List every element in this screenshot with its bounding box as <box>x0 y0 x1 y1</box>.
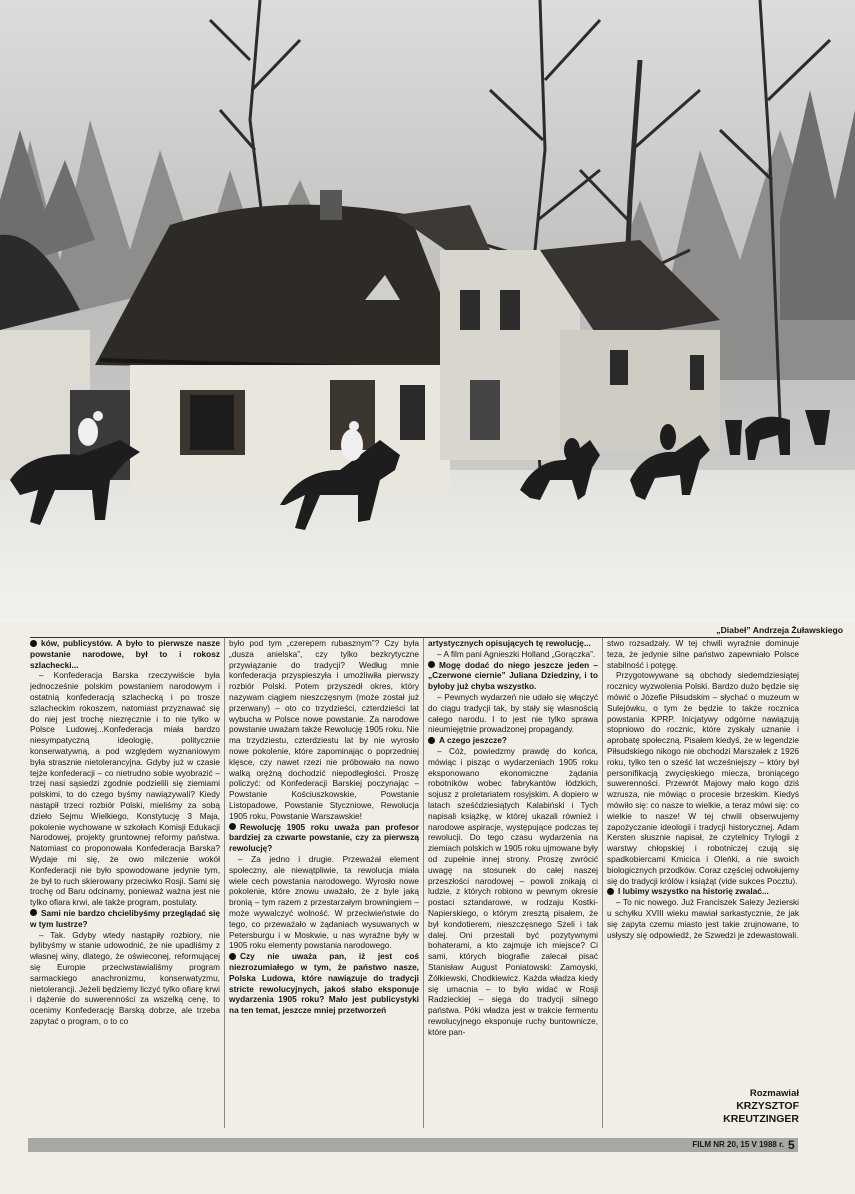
paragraph-text: – A film pani Agnieszki Holland „Gorączka”. <box>437 648 596 659</box>
column-rule <box>423 638 424 1128</box>
paragraph-text: Rewolucję 1905 roku uważa pan profesor bardziej za czwarte powstanie, czy za pierwszą rewolucję? <box>229 821 419 854</box>
interview-question <box>229 951 419 1016</box>
interview-question <box>30 908 220 930</box>
answer-paragraph <box>428 692 598 735</box>
paragraph-text: artystycznych opisujących tę rewolucję... <box>428 638 591 648</box>
bullet-icon <box>229 823 236 830</box>
paragraph-text: I lubimy wszystko na historię zwalać... <box>618 886 769 897</box>
paragraph-text: A czego jeszcze? <box>439 735 507 746</box>
paragraph-text: – Konfederacja Barska rzeczywiście była jednocześnie polskim powstaniem narodowym i ostatnią konfederacją szlachecką i po trosze szlacheckim rokoszem, natomiast przyznawać się do niej jest trochę niezręcznie i to nie tylko w Polsce Ludowej...Konfederacja miała bardzo niesympatyczną ideologię, politycznie konserwatywną, a pod względem wyznaniowym była strasznie nietolerancyjna. Gdyby już w czasie tejże konfederacji – co nietrudno sobie wyobrazić – trzej nasi sąsiedzi zgodnie podzielili się ziemiami polskimi, to do czego byśmy nawiązywali? Kiedy nastąpił trzeci rozbiór Polski, mieliśmy za sobą dzieło Sejmu Wielkiego, Konstytucję 3 Maja, pokolenie wychowane w szkołach Komisji Edukacji Narodowej, projekty gruntownej reformy państwa. Natomiast co proponowała Konfederacja Barska? Wydaje mi się, że owo milczenie wokół Konfederacji nie było spowodowane jedynie tym, że był to ruch skierowany przeciwko Rosji. Sami się trochę od Baru odcinamy, ponieważ ważna jest nie tylko ofiara krwi, ale także program, postulaty. <box>30 670 220 908</box>
interview-question <box>229 822 419 854</box>
interview-question <box>428 735 598 746</box>
paragraph-text: – Tak. Gdyby wtedy nastąpiły rozbiory, nie bylibyśmy w stanie udowodnić, że nie upadliśmy z własnej winy, dlatego, że oświeconej, reformującej się Europie przeciwstawialiśmy program sarmackiego anachronizmu, konserwatyzmu, nietolerancji. Jeżeli będziemy liczyć tylko ofiarę krwi i dążenie do suwerenności za wszelką cenę, to ocenimy Konfederację Barską dobrze, ale trzeba zapytać o program, o to co <box>30 929 220 1026</box>
article-column-2 <box>229 638 419 1133</box>
paragraph-text: Przygotowywane są obchody siedemdziesiątej rocznicy wyzwolenia Polski. Bardzo dużo będzie się mówić o Józefie Piłsudskim – słychać o muzeum w Sulejówku, o tym że będzie to także rocznica powstania KPRP. Inicjatywy odgórne nawiązują stopniowo do rocznic, które zyskały uznanie i aprobatę społeczną. Pisałem kiedyś, że w legendzie Piłsudskiego nikogo nie obchodzi Marszałek z 1926 roku, tylko ten o sześć lat wcześniejszy – który był personifikacją zwycięskiego miecza, broniącego suwerenności. Przewrót Majowy mało kogo dziś wzrusza, nie mówiąc o procesie brzeskim. Kiedyś mówiło się: co nasze to wielkie, a teraz mówi się: co wielkie to nasze! W tej chwili obserwujemy zapożyczanie ideologii i tradycji historycznej. Adam Kersten słusznie napisał, że czytelnicy Trylogii z warstwy chłopskiej i robotniczej czują się spadkobiercami Kmicica i Oleńki, a nie swoich biologicznych przodków. Coraz częściej odwołujemy się do tradycji królów i książąt (vide sukces Pocztu). <box>607 670 799 886</box>
paragraph-text: ków, publicystów. A było to pierwsze nasze powstanie narodowe, był to i rokosz szlachecki... <box>30 638 220 670</box>
bullet-icon <box>428 737 435 744</box>
paragraph-text: było pod tym „czerepem rubasznym”? Czy była „dusza anielska”, czy tylko bezkrytyczne przywiązanie do tradycji? Według mnie konfederacja przyspieszyła i umożliwiła pierwszy rozbiór Polski. Potem przyszedł okres, który nazywam ciągiem nieszczęsnym (może został już przerwany) – oto co trzydzieści, czterdzieści lat wybucha w Polsce nowe powstanie. Za narodowe powstanie uważam także Rewolucję 1905 roku. Nie ma trzydziestu, czterdziestu lat by nie wyrosło nowe pokolenie, które zapominając o poprzedniej klęsce, czy nawet rzezi nie próbowało na nowo walką orężną dochodzić niepodległości. Proszę policzyć: od Konfederacji Barskiej poczynając – Powstanie Kościuszkowskie, Powstanie Listopadowe, Powstanie Styczniowe, Rewolucja 1905 roku, Powstanie Warszawskie! <box>229 638 419 821</box>
bullet-icon <box>30 640 37 647</box>
footer-bar <box>28 1138 798 1152</box>
page-number: 5 <box>788 1138 795 1152</box>
article-column-1 <box>30 638 220 1133</box>
bullet-icon <box>428 661 435 668</box>
paragraph-text: Mogę dodać do niego jeszcze jeden – „Czerwone ciernie” Juliana Dziedziny, i to byłoby już chyba wszystko. <box>428 659 598 692</box>
article-column-4 <box>607 638 799 1068</box>
column-rule <box>602 638 603 1128</box>
byline-name-first: KRZYSZTOF <box>736 1100 799 1112</box>
interview-question <box>30 638 220 670</box>
paragraph-text: Sami nie bardzo chcielibyśmy przeglądać się w tym lustrze? <box>30 907 220 929</box>
byline-name-last: KREUTZINGER <box>723 1112 799 1125</box>
answer-paragraph <box>229 854 419 951</box>
answer-paragraph <box>30 930 220 1027</box>
paragraph-text: – Pewnych wydarzeń nie udało się włączyć do ciągu tradycji tak, by stały się własnością całego narodu. I to jest nie tylko sprawa nieumiejętnie prowadzonej propagandy. <box>428 691 598 735</box>
answer-paragraph <box>428 746 598 1038</box>
paragraph-text: Czy nie uważa pan, iż jest coś niezrozumiałego w tym, że państwo nasze, Polska Ludowa, które nawiązuje do tradycji stricte rewolucyjnych, jakoś słabo eksponuje wydarzenia 1905 roku? Mało jest publicystyki na ten temat, jeszcze mniej przetworzeń <box>229 951 419 1016</box>
bullet-icon <box>229 953 236 960</box>
answer-paragraph <box>229 638 419 822</box>
byline <box>607 1080 799 1125</box>
answer-paragraph <box>607 897 799 940</box>
interview-question <box>607 886 799 897</box>
paragraph-text: – Cóż, powiedzmy prawdę do końca, mówiąc i pisząc o wydarzeniach 1905 roku eksponowano ekonomiczne żądania robotników wobec fabrykantów łódzkich, sojusz z proletariatem rosyjskim. A dopiero w latach sześćdziesiątych Kalabiński i Tych napisali książkę, w której ukazali również i narodowe aspiracje, występujące podczas tej rewolucji. Do tego czasu wydarzenia na ziemiach polskich w 1905 roku ujmowane były od zupełnie innej strony. Proszę zwrócić uwagę na stosunek do całej naszej przeszłości narodowej – powoli znikają ci ludzie, z których robiono w pewnym okresie postaci sztandarowe, w rodzaju Kostki-Napierskiego, o którym zresztą pisałem, że był kondotierem, nieszczęsnego Szeli i tak dalej. Oni przestali być pozytywnymi bohaterami, a kto zajmuje ich miejsce? Ci sami, których biografie zalecał pisać Stanisław August Poniatowski: Zamoyski, Żółkiewski, Chodkiewicz. Każda władza kiedy się umacnia – to było widać w Rosji Radzieckiej – sięga do tradycji silnego państwa. Póki władza jest w trakcie fermentu rewolucyjnego eksponuje ruchy buntownicze, które pan- <box>428 745 598 1037</box>
bullet-icon <box>30 909 37 916</box>
photo-caption: „Diabeł” Andrzeja Żuławskiego <box>716 625 843 635</box>
paragraph-text: stwo rozsadzały. W tej chwili wyraźnie dominuje teza, że jedynie silne państwo zapewniało Polsce stabilność i potęgę. <box>607 638 799 670</box>
article-column-3 <box>428 638 598 1133</box>
paragraph-text: – To nic nowego. Już Franciszek Salezy Jezierski u schyłku XVIII wieku mawiał sarkastycznie, że jak się zapyta czemu miasto jest takie zrujnowane, to usłyszy się odpowiedź, że Szwedzi je zdewastowali. <box>607 897 799 940</box>
issue-info: FILM NR 20, 15 V 1988 r. <box>692 1140 784 1149</box>
answer-paragraph <box>607 638 799 670</box>
byline-label: Rozmawiał <box>749 1088 799 1099</box>
answer-paragraph <box>607 670 799 886</box>
paragraph-text: – Za jedno i drugie. Przeważał element społeczny, ale niewątpliwie, ta rewolucja miała wiele cech powstania narodowego. Wyrosło nowe pokolenie, które znowu uważało, że z byle jaką bronią – tym razem z przestarzałym browningiem – może wywalczyć wolność. W przeciwieństwie do tego, co przeważało w żądaniach wysuwanych w Petersburgu i w Moskwie, u nas wyraźne były w 1905 roku elementy powstania narodowego. <box>229 853 419 951</box>
interview-question <box>428 660 598 692</box>
interview-question <box>428 638 598 649</box>
answer-paragraph <box>30 670 220 908</box>
column-rule <box>224 638 225 1128</box>
bullet-icon <box>607 888 614 895</box>
answer-paragraph <box>428 649 598 660</box>
